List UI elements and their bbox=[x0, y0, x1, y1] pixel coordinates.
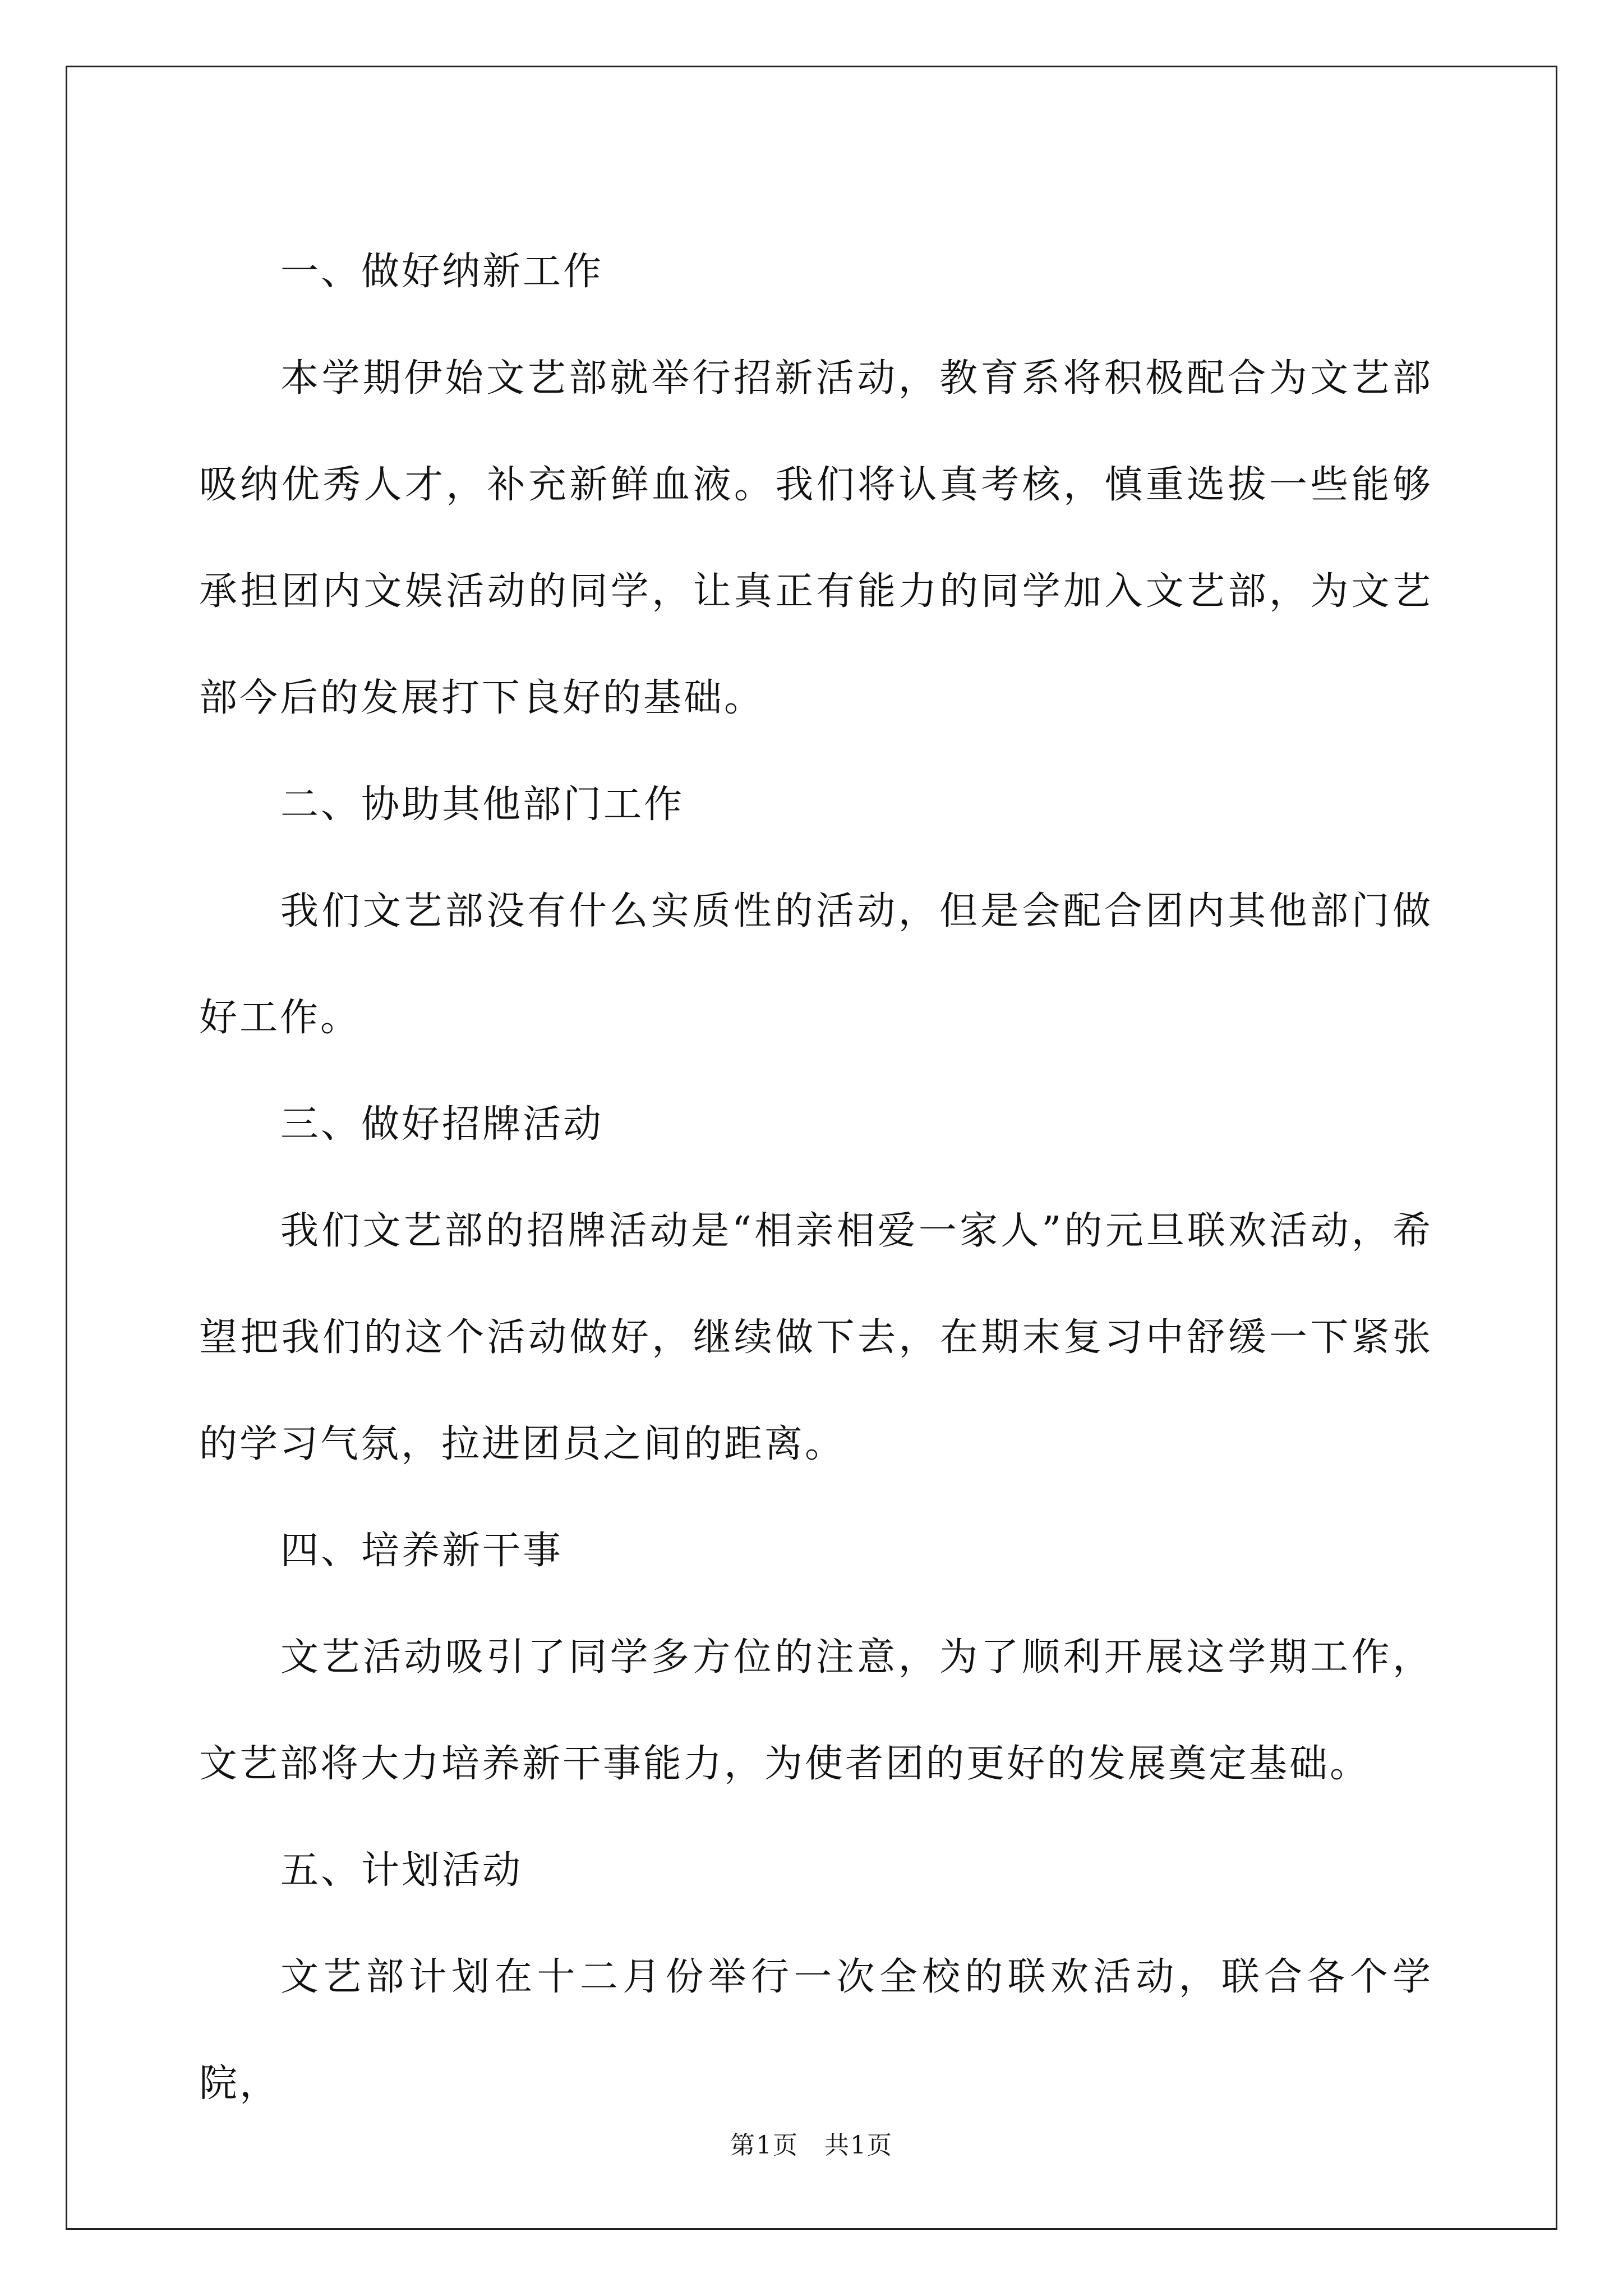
section-heading-4: 四、培养新干事 bbox=[280, 1529, 564, 1573]
section-heading-1: 一、做好纳新工作 bbox=[280, 250, 604, 294]
paragraph-4: 文艺活动吸引了同学多方位的注意，为了顺利开展这学期工作，文艺部将大力培养新干事能力，为使者团的更好的发展奠定基础。 bbox=[199, 1635, 1433, 1786]
paragraph-3: 我们文艺部的招牌活动是“相亲相爱一家人”的元旦联欢活动，希望把我们的这个活动做好，继续做下去，在期末复习中舒缓一下紧张的学习气氛，拉进团员之间的距离。 bbox=[199, 1209, 1433, 1466]
paragraph-5: 文艺部计划在十二月份举行一次全校的联欢活动，联合各个学院， bbox=[199, 1955, 1433, 2106]
section-heading-5: 五、计划活动 bbox=[280, 1848, 523, 1893]
page-footer: 第1页 共1页 bbox=[730, 2131, 893, 2160]
document-body bbox=[199, 219, 1433, 2137]
paragraph-1: 本学期伊始文艺部就举行招新活动，教育系将积极配合为文艺部吸纳优秀人才，补充新鲜血液。我们将认真考核，慎重选拔一些能够承担团内文娱活动的同学，让真正有能力的同学加入文艺部，为文艺部今后的发展打下良好的基础。 bbox=[199, 356, 1433, 720]
section-heading-3: 三、做好招牌活动 bbox=[280, 1102, 604, 1147]
section-heading-2: 二、协助其他部门工作 bbox=[280, 783, 685, 827]
paragraph-2: 我们文艺部没有什么实质性的活动，但是会配合团内其他部门做好工作。 bbox=[199, 889, 1433, 1040]
